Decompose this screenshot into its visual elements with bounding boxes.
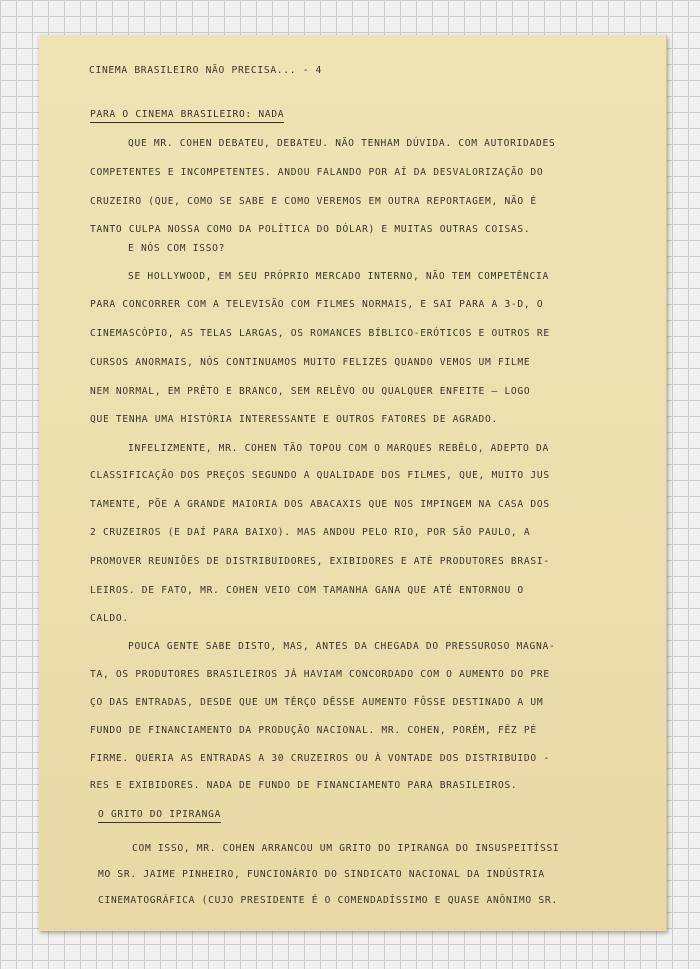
text-line: CINEMATOGRÁFICA (CUJO PRESIDENTE É O COMENDADÍSSIMO E QUASE ANÔNIMO SR. (98, 895, 558, 906)
text-line: E NÓS COM ISSO? (128, 243, 226, 254)
text-line: CINEMASCÓPIO, AS TELAS LARGAS, OS ROMANCES BÍBLICO-ERÓTICOS E OUTROS RE (90, 328, 550, 339)
text-line: NEM NORMAL, EM PRÊTO E BRANCO, SEM RELÊVO OU QUALQUER ENFEITE — LOGO (90, 386, 531, 397)
text-line: TANTO CULPA NOSSA COMO DA POLÍTICA DO DÓLAR) E MUITAS OUTRAS COISAS. (90, 224, 531, 235)
typed-page (39, 35, 667, 931)
text-line: CURSOS ANORMAIS, NÓS CONTINUAMOS MUITO FELIZES QUANDO VEMOS UM FILME (90, 357, 531, 368)
section-heading: O GRITO DO IPIRANGA (98, 809, 221, 823)
text-line: QUE MR. COHEN DEBATEU, DEBATEU. NÃO TENHAM DÚVIDA. COM AUTORIDADES (128, 138, 556, 149)
text-line: RES E EXIBIDORES. NADA DE FUNDO DE FINANCIAMENTO PARA BRASILEIROS. (90, 780, 518, 791)
text-line: CRUZEIRO (QUE, COMO SE SABE E COMO VEREMOS EM OUTRA REPORTAGEM, NÃO É (90, 196, 537, 207)
text-line: CALDO. (90, 613, 129, 624)
page-header: CINEMA BRASILEIRO NÃO PRECISA... - 4 (89, 65, 323, 76)
text-line: TAMENTE, PÕE A GRANDE MAIORIA DOS ABACAXIS QUE NOS IMPINGEM NA CASA DOS (90, 499, 550, 510)
text-line: FIRME. QUERIA AS ENTRADAS A 30 CRUZEIROS OU À VONTADE DOS DISTRIBUIDO - (90, 753, 550, 764)
text-line: ÇO DAS ENTRADAS, DESDE QUE UM TÊRÇO DÊSSE AUMENTO FÔSSE DESTINADO A UM (90, 697, 544, 708)
text-line: CLASSIFICAÇÃO DOS PREÇOS SEGUNDO A QUALIDADE DOS FILMES, QUE, MUITO JUS (90, 470, 550, 481)
text-line: LEIROS. DE FATO, MR. COHEN VEIO COM TAMANHA GANA QUE ATÉ ENTORNOU O (90, 585, 524, 596)
text-line: FUNDO DE FINANCIAMENTO DA PRODUÇÃO NACIONAL. MR. COHEN, PORÉM, FÊZ PÉ (90, 725, 537, 736)
text-line: TA, OS PRODUTORES BRASILEIROS JÁ HAVIAM CONCORDADO COM O AUMENTO DO PRE (90, 669, 550, 680)
text-line: PARA CONCORRER COM A TELEVISÃO COM FILMES NORMAIS, E SAI PARA A 3-D, O (90, 299, 544, 310)
text-line: POUCA GENTE SABE DISTO, MAS, ANTES DA CHEGADA DO PRESSUROSO MAGNA- (128, 641, 556, 652)
text-line: MO SR. JAIME PINHEIRO, FUNCIONÁRIO DO SINDICATO NACIONAL DA INDÚSTRIA (98, 869, 545, 880)
text-line: COM ISSO, MR. COHEN ARRANCOU UM GRITO DO IPIRANGA DO INSUSPEITÍSSI (132, 843, 560, 854)
text-line: SE HOLLYWOOD, EM SEU PRÓPRIO MERCADO INTERNO, NÃO TEM COMPETÊNCIA (128, 271, 549, 282)
section-heading: PARA O CINEMA BRASILEIRO: NADA (90, 109, 284, 123)
text-line: INFELIZMENTE, MR. COHEN TÃO TOPOU COM O MARQUES REBÊLO, ADEPTO DA (128, 443, 549, 454)
text-line: QUE TENHA UMA HISTÓRIA INTERESSANTE E OUTROS FATORES DE AGRADO. (90, 414, 498, 425)
text-line: COMPETENTES E INCOMPETENTES. ANDOU FALANDO POR AÍ DA DESVALORIZAÇÃO DO (90, 167, 544, 178)
text-line: 2 CRUZEIROS (E DAÍ PARA BAIXO). MAS ANDOU PELO RIO, POR SÃO PAULO, A (90, 527, 531, 538)
text-line: PROMOVER REUNIÕES DE DISTRIBUIDORES, EXIBIDORES E ATÉ PRODUTORES BRASI- (90, 556, 550, 567)
